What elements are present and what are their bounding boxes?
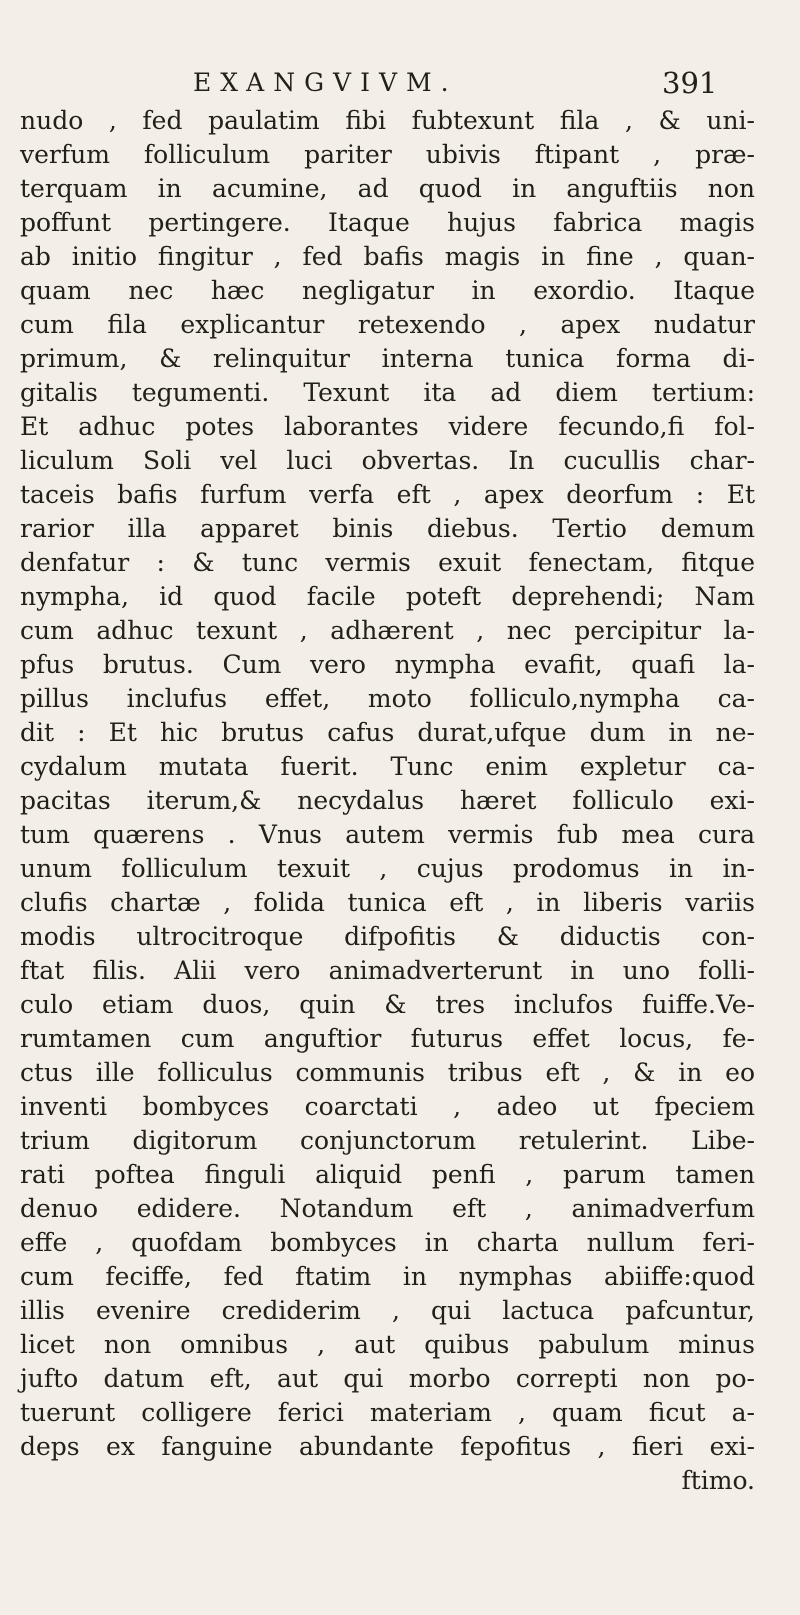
text-line: ftimo. xyxy=(681,1466,755,1495)
running-title: EXANGVIVM. xyxy=(193,68,458,97)
text-line: cum fila explicantur retexendo , apex nudatur xyxy=(20,310,755,339)
text-line: ctus ille folliculus communis tribus eft , & in eo xyxy=(20,1058,755,1087)
text-line: denfatur : & tunc vermis exuit fenectam, fitque xyxy=(20,548,755,577)
body-text xyxy=(20,104,755,1498)
text-line: rati poftea finguli aliquid penfi , parum tamen xyxy=(20,1160,755,1189)
text-line: taceis bafis furfum verfa eft , apex deorfum : Et xyxy=(20,480,755,509)
text-line: unum folliculum texuit , cujus prodomus in in- xyxy=(20,854,755,883)
text-line: nudo , fed paulatim fibi fubtexunt fila , & uni- xyxy=(20,106,755,135)
text-line: terquam in acumine, ad quod in anguftiis non xyxy=(20,174,755,203)
text-line: rumtamen cum anguftior futurus effet locus, fe- xyxy=(20,1024,755,1053)
text-line: cydalum mutata fuerit. Tunc enim expletur ca- xyxy=(20,752,755,781)
text-line: licet non omnibus , aut quibus pabulum minus xyxy=(20,1330,755,1359)
text-line: nympha, id quod facile poteft deprehendi; Nam xyxy=(20,582,755,611)
text-line: deps ex fanguine abundante fepofitus , fieri exi- xyxy=(20,1432,755,1461)
text-line: quam nec hæc negligatur in exordio. Itaque xyxy=(20,276,755,305)
text-line: rarior illa apparet binis diebus. Tertio demum xyxy=(20,514,755,543)
text-line: pacitas iterum,& necydalus hæret folliculo exi- xyxy=(20,786,755,815)
text-line: cum adhuc texunt , adhærent , nec percipitur la- xyxy=(20,616,755,645)
text-line: gitalis tegumenti. Texunt ita ad diem tertium: xyxy=(20,378,755,407)
text-line: denuo edidere. Notandum eft , animadverfum xyxy=(20,1194,755,1223)
text-line: modis ultrocitroque difpofitis & diductis con- xyxy=(20,922,755,951)
text-line: pillus inclufus effet, moto folliculo,nympha ca- xyxy=(20,684,755,713)
text-line: liculum Soli vel luci obvertas. In cucullis char- xyxy=(20,446,755,475)
page-number: 391 xyxy=(662,66,718,100)
running-head xyxy=(0,66,800,100)
text-line: pfus brutus. Cum vero nympha evafit, quafi la- xyxy=(20,650,755,679)
text-line: verfum folliculum pariter ubivis ftipant , præ- xyxy=(20,140,755,169)
text-line: ab initio fingitur , fed bafis magis in fine , quan- xyxy=(20,242,755,271)
text-line: dit : Et hic brutus cafus durat,ufque dum in ne- xyxy=(20,718,755,747)
text-line: trium digitorum conjunctorum retulerint. Libe- xyxy=(20,1126,755,1155)
text-line: cum feciffe, fed ftatim in nymphas abiiffe:quod xyxy=(20,1262,755,1291)
text-line: effe , quofdam bombyces in charta nullum feri- xyxy=(20,1228,755,1257)
text-line: ftat filis. Alii vero animadverterunt in uno folli- xyxy=(20,956,755,985)
text-line: inventi bombyces coarctati , adeo ut fpeciem xyxy=(20,1092,755,1121)
text-line: clufis chartæ , folida tunica eft , in liberis variis xyxy=(20,888,755,917)
text-line: tuerunt colligere ferici materiam , quam ficut a- xyxy=(20,1398,755,1427)
text-line: poffunt pertingere. Itaque hujus fabrica magis xyxy=(20,208,755,237)
text-line: culo etiam duos, quin & tres inclufos fuiffe.Ve- xyxy=(20,990,755,1019)
text-line: Et adhuc potes laborantes videre fecundo,fi fol- xyxy=(20,412,755,441)
text-line: primum, & relinquitur interna tunica forma di- xyxy=(20,344,755,373)
text-line: tum quærens . Vnus autem vermis fub mea cura xyxy=(20,820,755,849)
text-line: jufto datum eft, aut qui morbo correpti non po- xyxy=(20,1364,755,1393)
text-line: illis evenire crediderim , qui lactuca pafcuntur, xyxy=(20,1296,755,1325)
